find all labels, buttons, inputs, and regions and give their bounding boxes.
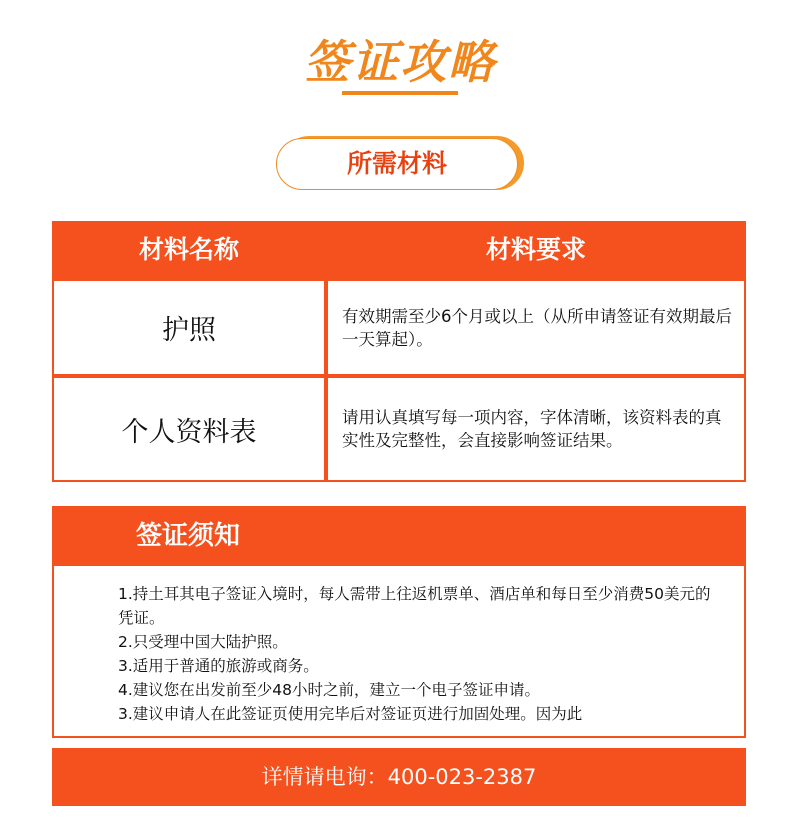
notice-body — [54, 566, 744, 736]
notice-item: 3.适用于普通的旅游或商务。 — [118, 657, 319, 675]
table-header — [52, 221, 746, 279]
table-row-personal-form-requirement: 请用认真填写每一项内容，字体清晰，该资料表的真实性及完整性，会直接影响签证结果。 — [328, 378, 744, 480]
title-underline — [342, 91, 458, 95]
contact-bar: 详情请电询：400-023-2387 — [52, 748, 746, 806]
header-material-requirement: 材料要求 — [485, 235, 586, 264]
notice-item: 4.建议您在出发前至少48小时之前，建立一个电子签证申请。 — [118, 681, 541, 699]
notice-item: 1.持土耳其电子签证入境时，每人需带上往返机票单、酒店单和每日至少消费50美元的凭证。 — [118, 585, 711, 627]
notice-title: 签证须知 — [136, 521, 241, 551]
table-row-passport-name: 护照 — [54, 281, 324, 374]
section-pill-label: 所需材料 — [276, 138, 518, 190]
page-title: 签证攻略 — [304, 35, 496, 89]
section-pill — [276, 136, 524, 192]
notice-item: 2.只受理中国大陆护照。 — [118, 633, 288, 651]
table-row-passport-requirement: 有效期需至少6个月或以上（从所申请签证有效期最后一天算起）。 — [328, 281, 744, 374]
notice-item: 3.建议申请人在此签证页使用完毕后对签证页进行加固处理。因为此 — [118, 705, 583, 723]
table-row-personal-form-name: 个人资料表 — [54, 378, 324, 480]
visa-notice — [52, 506, 746, 738]
requirements-table — [52, 221, 746, 482]
header-material-name: 材料名称 — [138, 235, 239, 264]
